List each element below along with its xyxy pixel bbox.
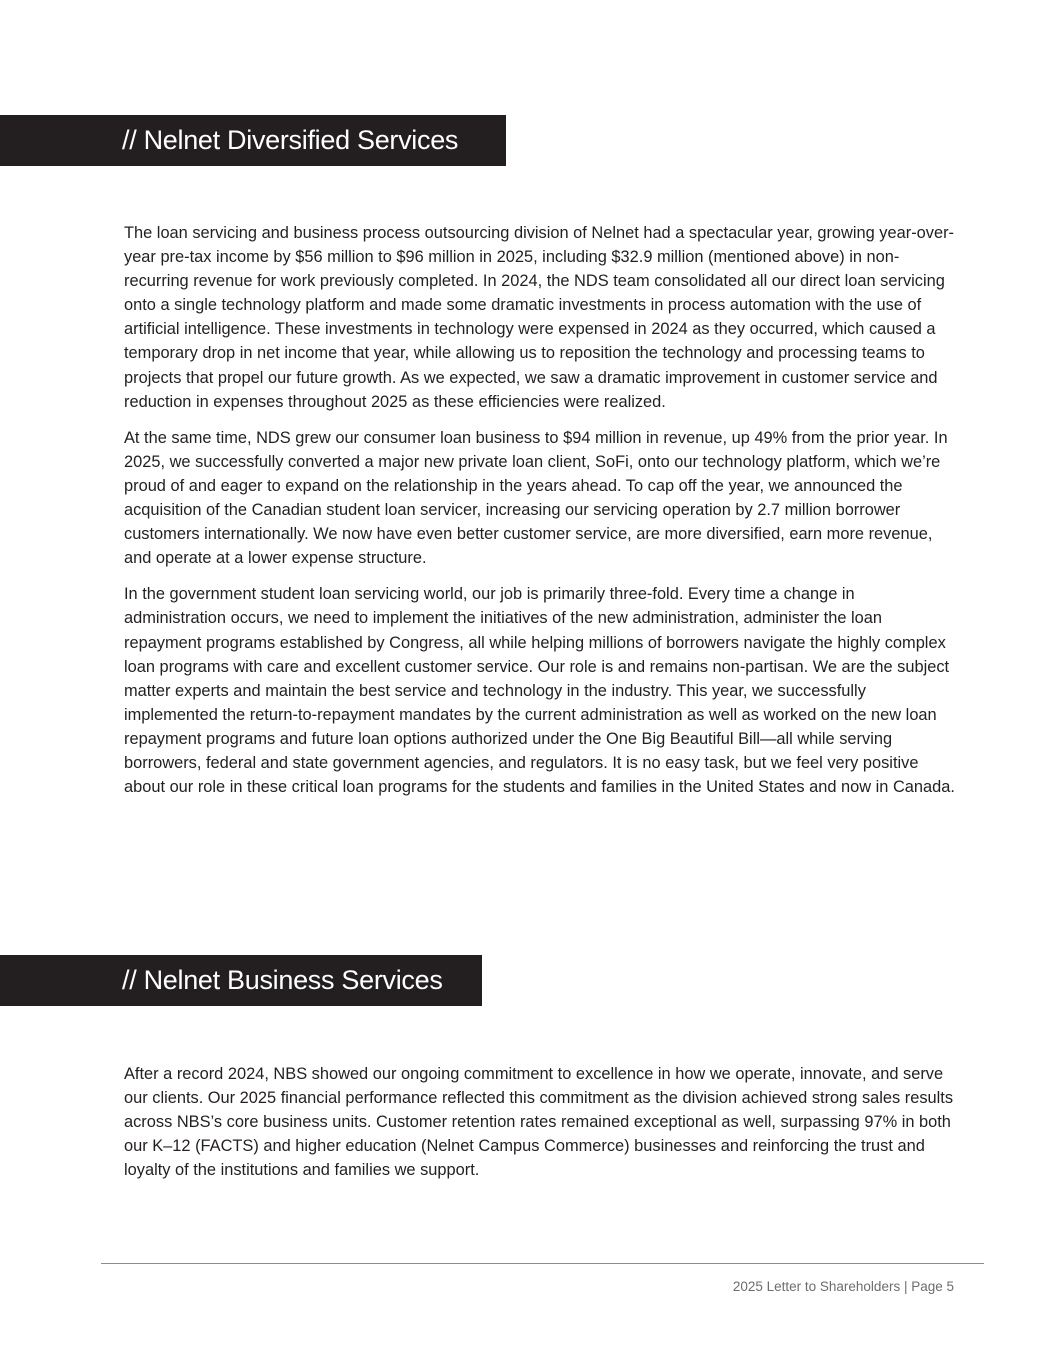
paragraph: In the government student loan servicing world, our job is primarily three-fold. Every time a change in administration occurs, we need to implement the initiatives of the new administration, administer the loan repayment programs established by Congress, all while helping millions of borrowers navigate the highly complex loan programs with care and excellent customer service. Our role is and remains non-partisan. We are the subject matter experts and maintain the best service and technology in the industry. This year, we successfully implemented the return-to-repayment mandates by the current administration as well as worked on the new loan repayment programs and future loan options authorized under the One Big Beautiful Bill—all while serving borrowers, federal and state government agencies, and regulators. It is no easy task, but we feel very positive about our role in these critical loan programs for the students and families in the United States and now in Canada. [124,585,955,797]
footer-divider [101,1263,984,1264]
section-title: // Nelnet Business Services [122,965,443,995]
page-footer: 2025 Letter to Shareholders | Page 5 [732,1279,954,1294]
paragraph: After a record 2024, NBS showed our ongoing commitment to excellence in how we operate, innovate, and serve our clients. Our 2025 financial performance reflected this commitment as the division achieved strong sales results across NBS’s core business units. Customer retention rates remained exceptional as well, surpassing 97% in both our K–12 (FACTS) and higher education (Nelnet Campus Commerce) businesses and reinforcing the trust and loyalty of the institutions and families we support. [124,1065,954,1180]
section-title: // Nelnet Diversified Services [122,125,459,155]
section-body-nbs [124,1062,959,1194]
paragraph: The loan servicing and business process outsourcing division of Nelnet had a spectacular year, growing year-over-year pre-tax income by $56 million to $96 million in 2025, including $32.9 million (mentioned above) in non-recurring revenue for work previously completed. In 2024, the NDS team consolidated all our direct loan servicing onto a single technology platform and made some dramatic investments in process automation with the use of artificial intelligence. These investments in technology were expensed in 2024 as they occurred, which caused a temporary drop in net income that year, while allowing us to reposition the technology and processing teams to projects that propel our future growth. As we expected, we saw a dramatic improvement in customer service and reduction in expenses throughout 2025 as these efficiencies were realized. [124,224,954,411]
section-heading-nbs [0,955,482,1006]
paragraph: At the same time, NDS grew our consumer loan business to $94 million in revenue, up 49% from the prior year. In 2025, we successfully converted a major new private loan client, SoFi, onto our technology platform, which we’re proud of and eager to expand on the relationship in the years ahead. To cap off the year, we announced the acquisition of the Canadian student loan servicer, increasing our servicing operation by 2.7 million borrower customers internationally. We now have even better customer service, are more diversified, earn more revenue, and operate at a lower expense structure. [124,428,948,568]
section-body-nds [124,221,959,811]
section-heading-nds [0,115,506,166]
